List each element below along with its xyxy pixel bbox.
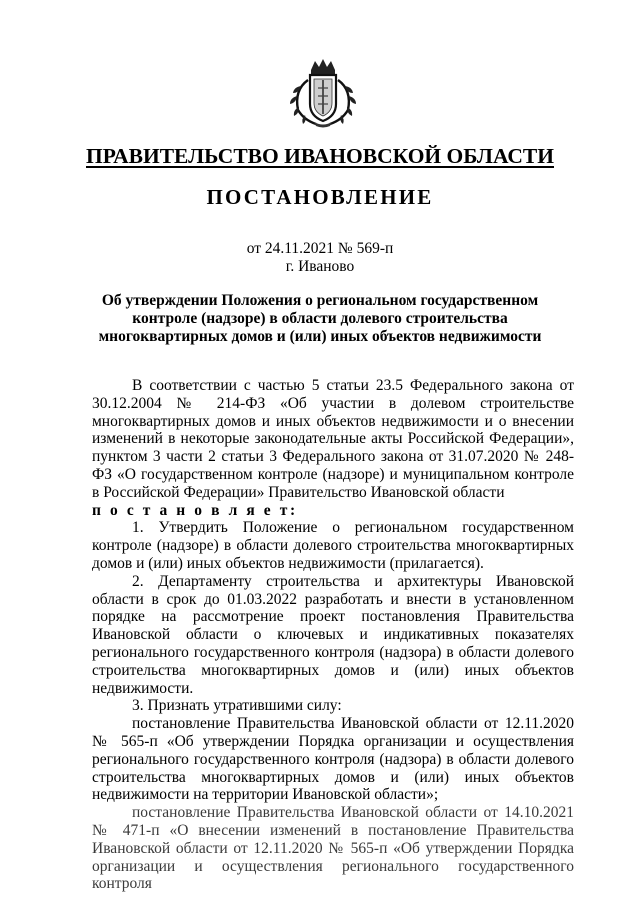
resolves-label: п о с т а н о в л я е т: [92,501,298,519]
preamble-paragraph: В соответствии с частью 5 статьи 23.5 Федерального закона от 30.12.2004 № 214-ФЗ «Об участии в долевом строительстве многоквартирных домов и иных объектов недвижимости и о внесении изменений в некоторые законодательные акты Российской Федерации», пунктом 3 части 2 статьи 3 Федерального закона от 31.07.2020 № 248-ФЗ «О государственном контроле (надзоре) и муниципальном контроле в Российской Федерации» Правительство Ивановской области [92,377,574,501]
date-number: от 24.11.2021 № 569-п [246,240,394,257]
city: г. Иваново [285,258,355,275]
resolves-paragraph [92,502,574,520]
repeal-1: постановление Правительства Ивановской области от 12.11.2020 № 565-п «Об утверждении Порядка организации и осуществления регионального государственного контроля (надзора) в области долевого строительства многоквартирных домов и (или) иных объектов недвижимости на территории Ивановской области»; [92,715,574,804]
item-1: 1. Утвердить Положение о региональном государственном контроле (надзоре) в области долевого строительства многоквартирных домов и (или) иных объектов недвижимости (прилагается). [92,519,574,572]
document-body [92,377,574,893]
date-block [0,240,640,276]
coat-of-arms-icon [284,58,362,128]
repeal-2: постановление Правительства Ивановской области от 14.10.2021 № 471-п «О внесении изменений в постановление Правительства Ивановской области от 12.11.2020 № 565-п «Об утверждении Порядка организации и осуществления регионального государственного контроля [92,804,574,893]
document-type: ПОСТАНОВЛЕНИЕ [206,185,434,209]
item-2: 2. Департаменту строительства и архитектуры Ивановской области в срок до 01.03.2022 разработать и внести в установленном порядке на рассмотрение проект постановления Правительства Ивановской области о ключевых и индикативных показателях регионального государственного контроля (надзора) в области долевого строительства многоквартирных домов и (или) иных объектов недвижимости. [92,572,574,697]
document-subject: Об утверждении Положения о региональном государственном контроле (надзоре) в области долевого строительства многоквартирных домов и (или) иных объектов недвижимости [98,292,542,345]
item-3: 3. Признать утратившими силу: [132,697,342,715]
government-title: ПРАВИТЕЛЬСТВО ИВАНОВСКОЙ ОБЛАСТИ [86,144,554,168]
